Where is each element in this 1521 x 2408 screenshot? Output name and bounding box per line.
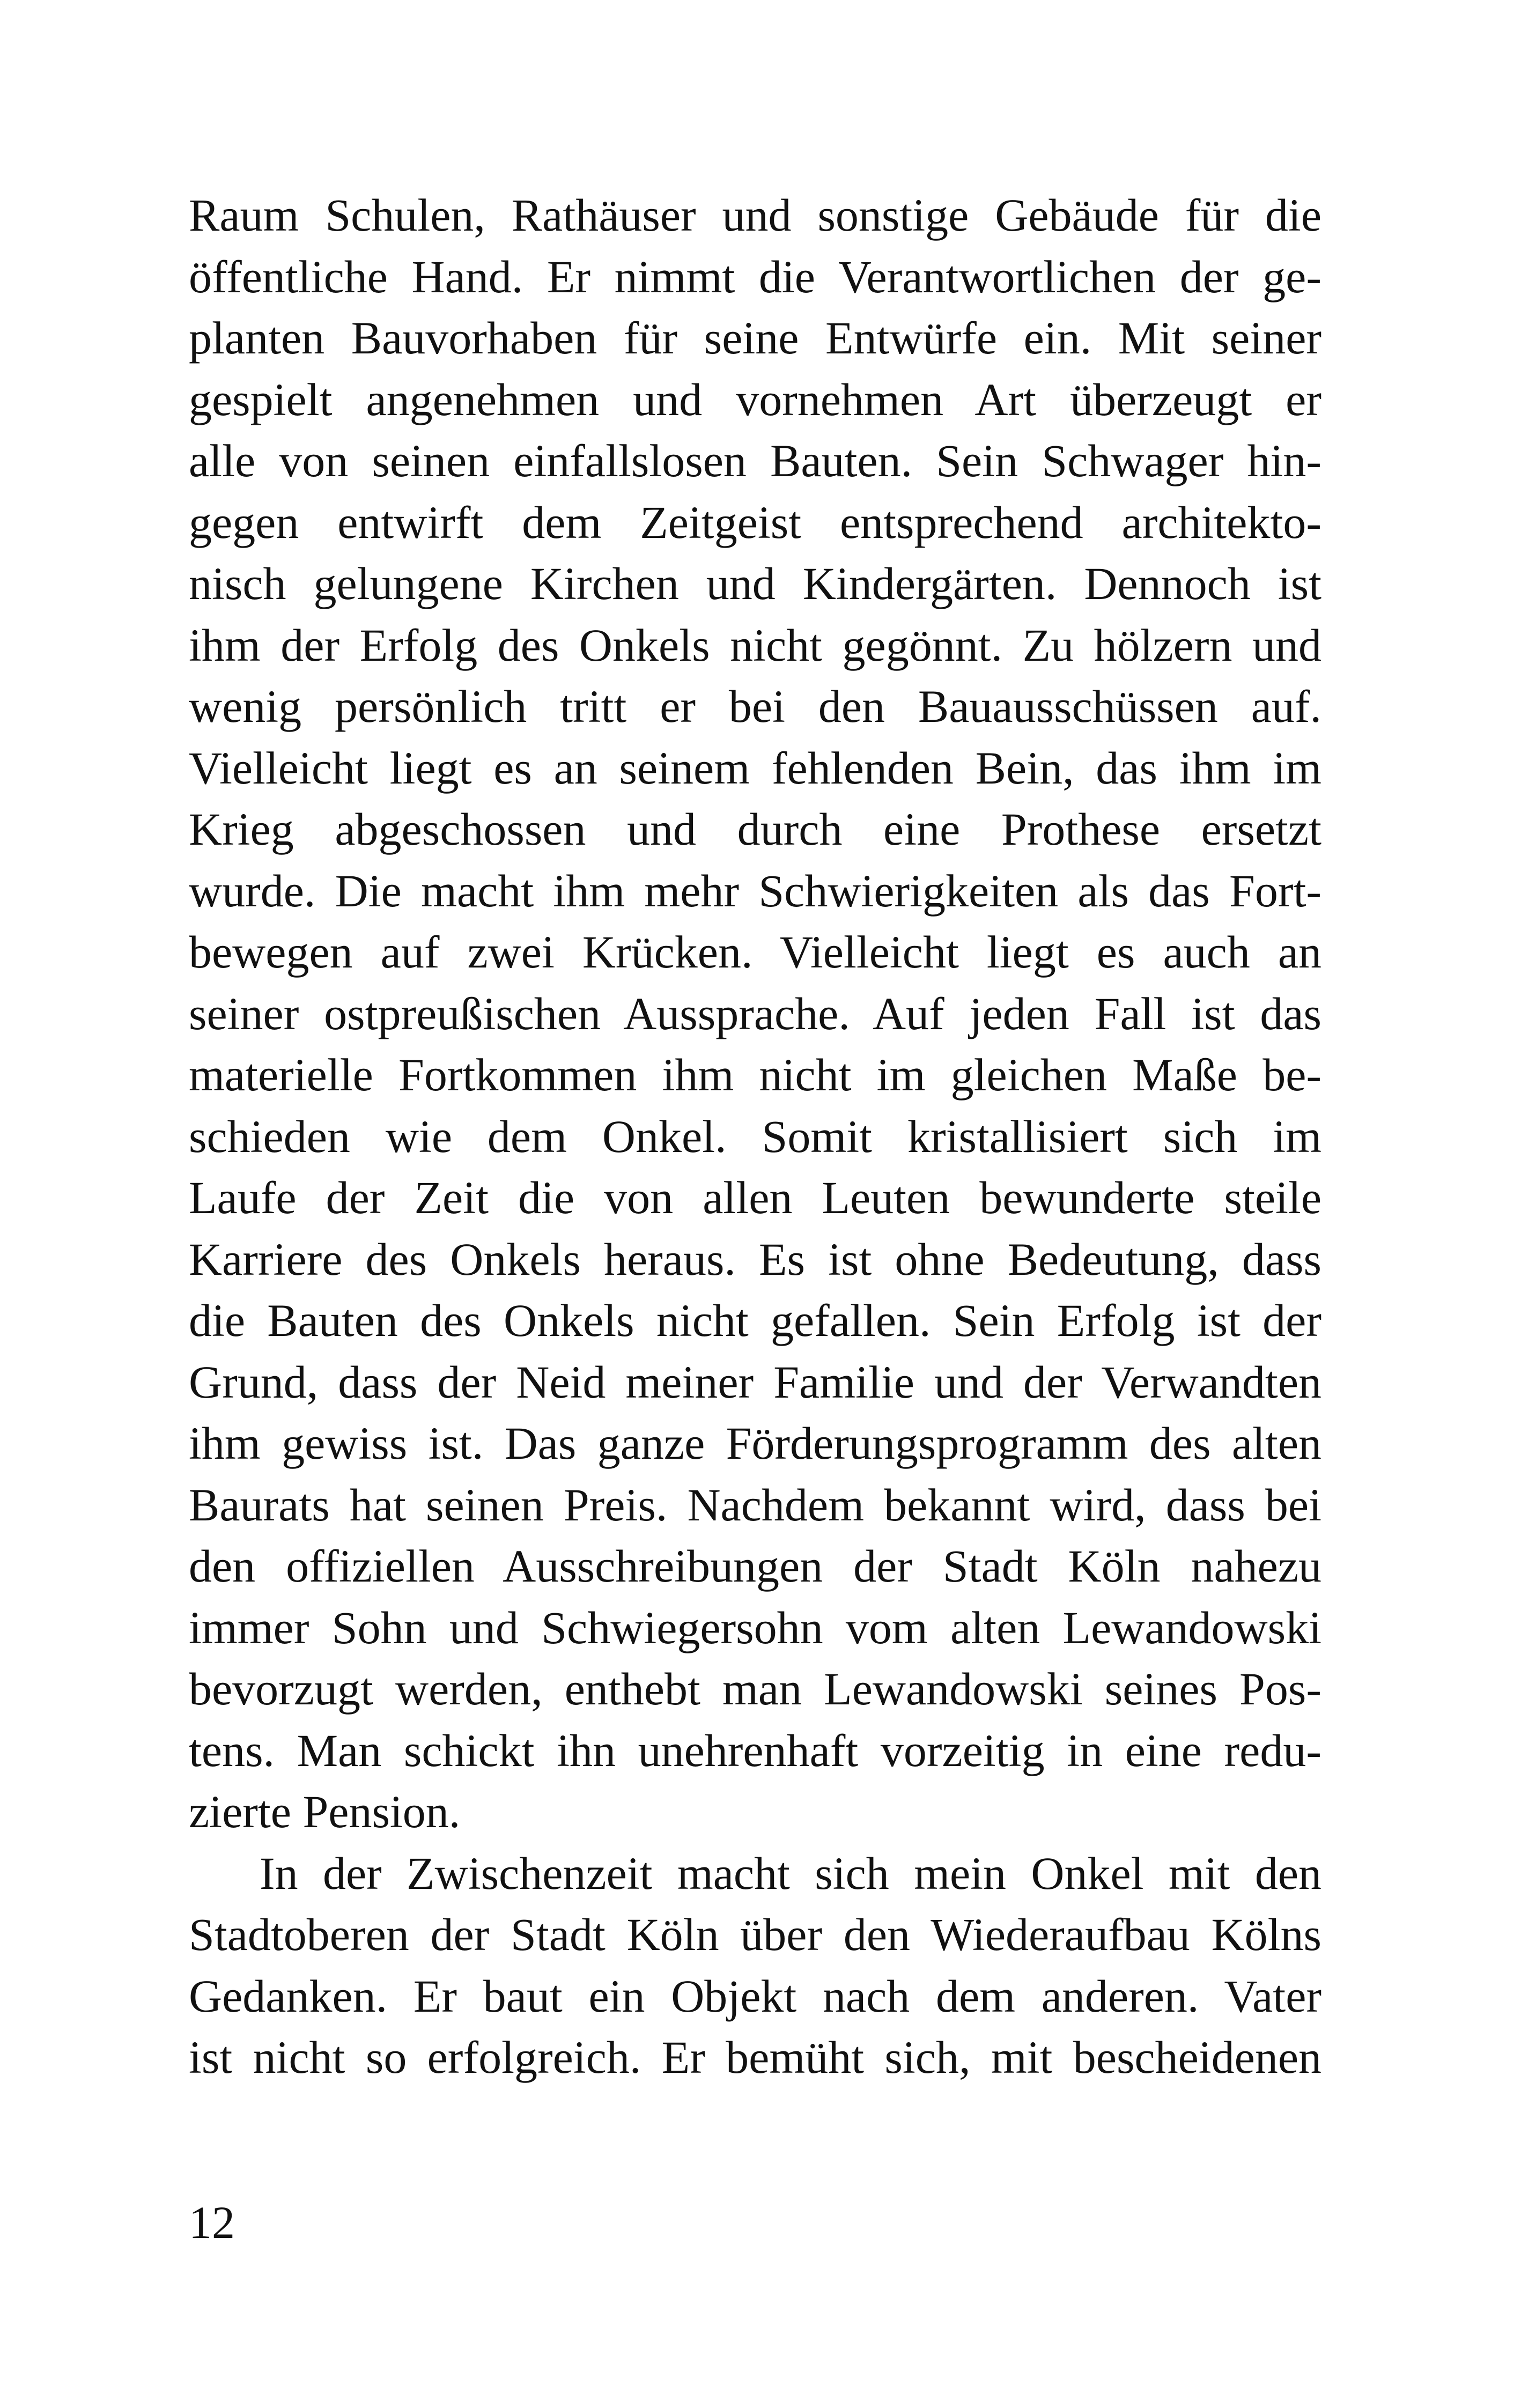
text-line: gegen entwirft dem Zeitgeist entsprechend architekto- (189, 496, 1321, 548)
text-line: die Bauten des Onkels nicht gefallen. Sein Erfolg ist der (189, 1295, 1321, 1346)
text-line: wenig persönlich tritt er bei den Bauausschüssen auf. (189, 681, 1321, 732)
text-line: tens. Man schickt ihn unehrenhaft vorzeitig in eine redu- (189, 1724, 1321, 1776)
text-line: Laufe der Zeit die von allen Leuten bewunderte steile (189, 1172, 1321, 1223)
text-line: planten Bauvorhaben für seine Entwürfe ein. Mit seiner (189, 312, 1321, 364)
text-line: immer Sohn und Schwiegersohn vom alten Lewandowski (189, 1601, 1321, 1653)
text-line: bevorzugt werden, enthebt man Lewandowski seines Pos- (189, 1663, 1321, 1715)
text-line: ihm der Erfolg des Onkels nicht gegönnt. Zu hölzern und (189, 619, 1321, 671)
text-line: materielle Fortkommen ihm nicht im gleichen Maße be- (189, 1049, 1321, 1100)
text-line: ihm gewiss ist. Das ganze Förderungsprogramm des alten (189, 1417, 1321, 1469)
text-line: schieden wie dem Onkel. Somit kristallisiert sich im (189, 1110, 1321, 1162)
text-line: Stadtoberen der Stadt Köln über den Wiederaufbau Kölns (189, 1909, 1321, 1960)
text-line: wurde. Die macht ihm mehr Schwierigkeiten als das Fort- (189, 865, 1321, 917)
text-line: Raum Schulen, Rathäuser und sonstige Gebäude für die (189, 189, 1321, 241)
text-line: den offiziellen Ausschreibungen der Stadt Köln nahezu (189, 1540, 1321, 1592)
text-line: Karriere des Onkels heraus. Es ist ohne Bedeutung, dass (189, 1233, 1321, 1285)
page-number: 12 (189, 2197, 235, 2248)
body-text (189, 184, 1321, 2088)
text-line: ist nicht so erfolgreich. Er bemüht sich, mit bescheidenen (189, 2032, 1321, 2083)
text-line: Baurats hat seinen Preis. Nachdem bekannt wird, dass bei (189, 1479, 1321, 1531)
text-line: alle von seinen einfallslosen Bauten. Sein Schwager hin- (189, 435, 1321, 486)
paragraph-first-line: In der Zwischenzeit macht sich mein Onkel mit den (260, 1847, 1321, 1899)
text-line: nisch gelungene Kirchen und Kindergärten. Dennoch ist (189, 558, 1321, 609)
text-line: öffentliche Hand. Er nimmt die Verantwortlichen der ge- (189, 250, 1321, 302)
text-line: bewegen auf zwei Krücken. Vielleicht liegt es auch an (189, 926, 1321, 978)
text-line: Vielleicht liegt es an seinem fehlenden Bein, das ihm im (189, 742, 1321, 794)
text-line: Krieg abgeschossen und durch eine Prothese ersetzt (189, 803, 1321, 855)
text-line: Gedanken. Er baut ein Objekt nach dem anderen. Vater (189, 1970, 1321, 2022)
text-line: gespielt angenehmen und vornehmen Art überzeugt er (189, 373, 1321, 425)
text-line: seiner ostpreußischen Aussprache. Auf jeden Fall ist das (189, 987, 1321, 1039)
text-line: zierte Pension. (189, 1786, 461, 1837)
text-line: Grund, dass der Neid meiner Familie und der Verwandten (189, 1356, 1321, 1408)
